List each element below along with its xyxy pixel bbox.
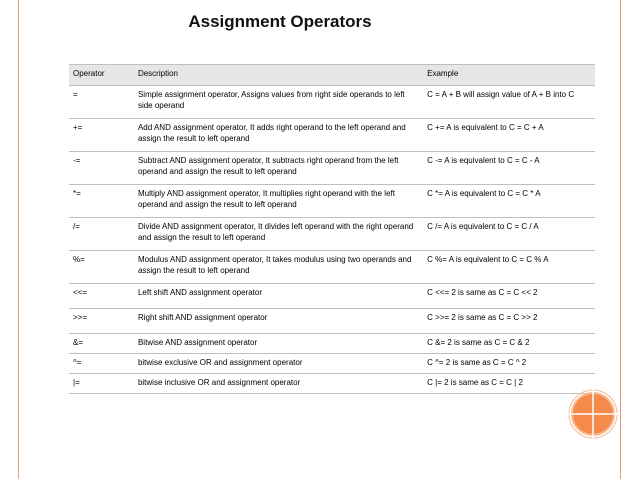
example-cell: C >>= 2 is same as C = C >> 2 bbox=[423, 309, 595, 334]
description-cell: bitwise inclusive OR and assignment operator bbox=[134, 374, 423, 394]
operator-cell: &= bbox=[69, 334, 134, 354]
table-header-row bbox=[69, 65, 595, 86]
table-row bbox=[69, 334, 595, 354]
table-row bbox=[69, 119, 595, 152]
description-cell: Bitwise AND assignment operator bbox=[134, 334, 423, 354]
description-cell: Subtract AND assignment operator, It subtracts right operand from the left operand and assign the result to left operand bbox=[134, 152, 423, 185]
right-accent-rule bbox=[620, 0, 621, 479]
crosshair-circle-icon bbox=[568, 389, 618, 439]
table-row bbox=[69, 185, 595, 218]
example-cell: C += A is equivalent to C = C + A bbox=[423, 119, 595, 152]
operator-cell: %= bbox=[69, 251, 134, 284]
table-row bbox=[69, 218, 595, 251]
example-cell: C %= A is equivalent to C = C % A bbox=[423, 251, 595, 284]
operators-table bbox=[69, 64, 595, 394]
left-accent-rule bbox=[18, 0, 19, 479]
description-cell: Left shift AND assignment operator bbox=[134, 284, 423, 309]
example-cell: C -= A is equivalent to C = C - A bbox=[423, 152, 595, 185]
example-cell: C |= 2 is same as C = C | 2 bbox=[423, 374, 595, 394]
table-row bbox=[69, 374, 595, 394]
slide-title: Assignment Operators bbox=[188, 12, 372, 31]
example-cell: C ^= 2 is same as C = C ^ 2 bbox=[423, 354, 595, 374]
operator-cell: /= bbox=[69, 218, 134, 251]
example-cell: C <<= 2 is same as C = C << 2 bbox=[423, 284, 595, 309]
header-operator: Operator bbox=[69, 65, 134, 86]
description-cell: bitwise exclusive OR and assignment operator bbox=[134, 354, 423, 374]
operator-cell: >>= bbox=[69, 309, 134, 334]
header-example: Example bbox=[423, 65, 595, 86]
operator-cell: <<= bbox=[69, 284, 134, 309]
operator-cell: |= bbox=[69, 374, 134, 394]
table-row bbox=[69, 284, 595, 309]
table-row bbox=[69, 152, 595, 185]
table-row bbox=[69, 354, 595, 374]
table-row bbox=[69, 86, 595, 119]
table-row bbox=[69, 309, 595, 334]
description-cell: Modulus AND assignment operator, It takes modulus using two operands and assign the result to left operand bbox=[134, 251, 423, 284]
example-cell: C &= 2 is same as C = C & 2 bbox=[423, 334, 595, 354]
table-row bbox=[69, 251, 595, 284]
description-cell: Divide AND assignment operator, It divides left operand with the right operand and assign the result to left operand bbox=[134, 218, 423, 251]
header-description: Description bbox=[134, 65, 423, 86]
operator-cell: ^= bbox=[69, 354, 134, 374]
example-cell: C /= A is equivalent to C = C / A bbox=[423, 218, 595, 251]
operator-cell: = bbox=[69, 86, 134, 119]
description-cell: Simple assignment operator, Assigns values from right side operands to left side operand bbox=[134, 86, 423, 119]
description-cell: Multiply AND assignment operator, It multiplies right operand with the left operand and assign the result to left operand bbox=[134, 185, 423, 218]
operator-cell: += bbox=[69, 119, 134, 152]
example-cell: C = A + B will assign value of A + B into C bbox=[423, 86, 595, 119]
description-cell: Add AND assignment operator, It adds right operand to the left operand and assign the result to left operand bbox=[134, 119, 423, 152]
operator-cell: -= bbox=[69, 152, 134, 185]
description-cell: Right shift AND assignment operator bbox=[134, 309, 423, 334]
example-cell: C *= A is equivalent to C = C * A bbox=[423, 185, 595, 218]
operator-cell: *= bbox=[69, 185, 134, 218]
